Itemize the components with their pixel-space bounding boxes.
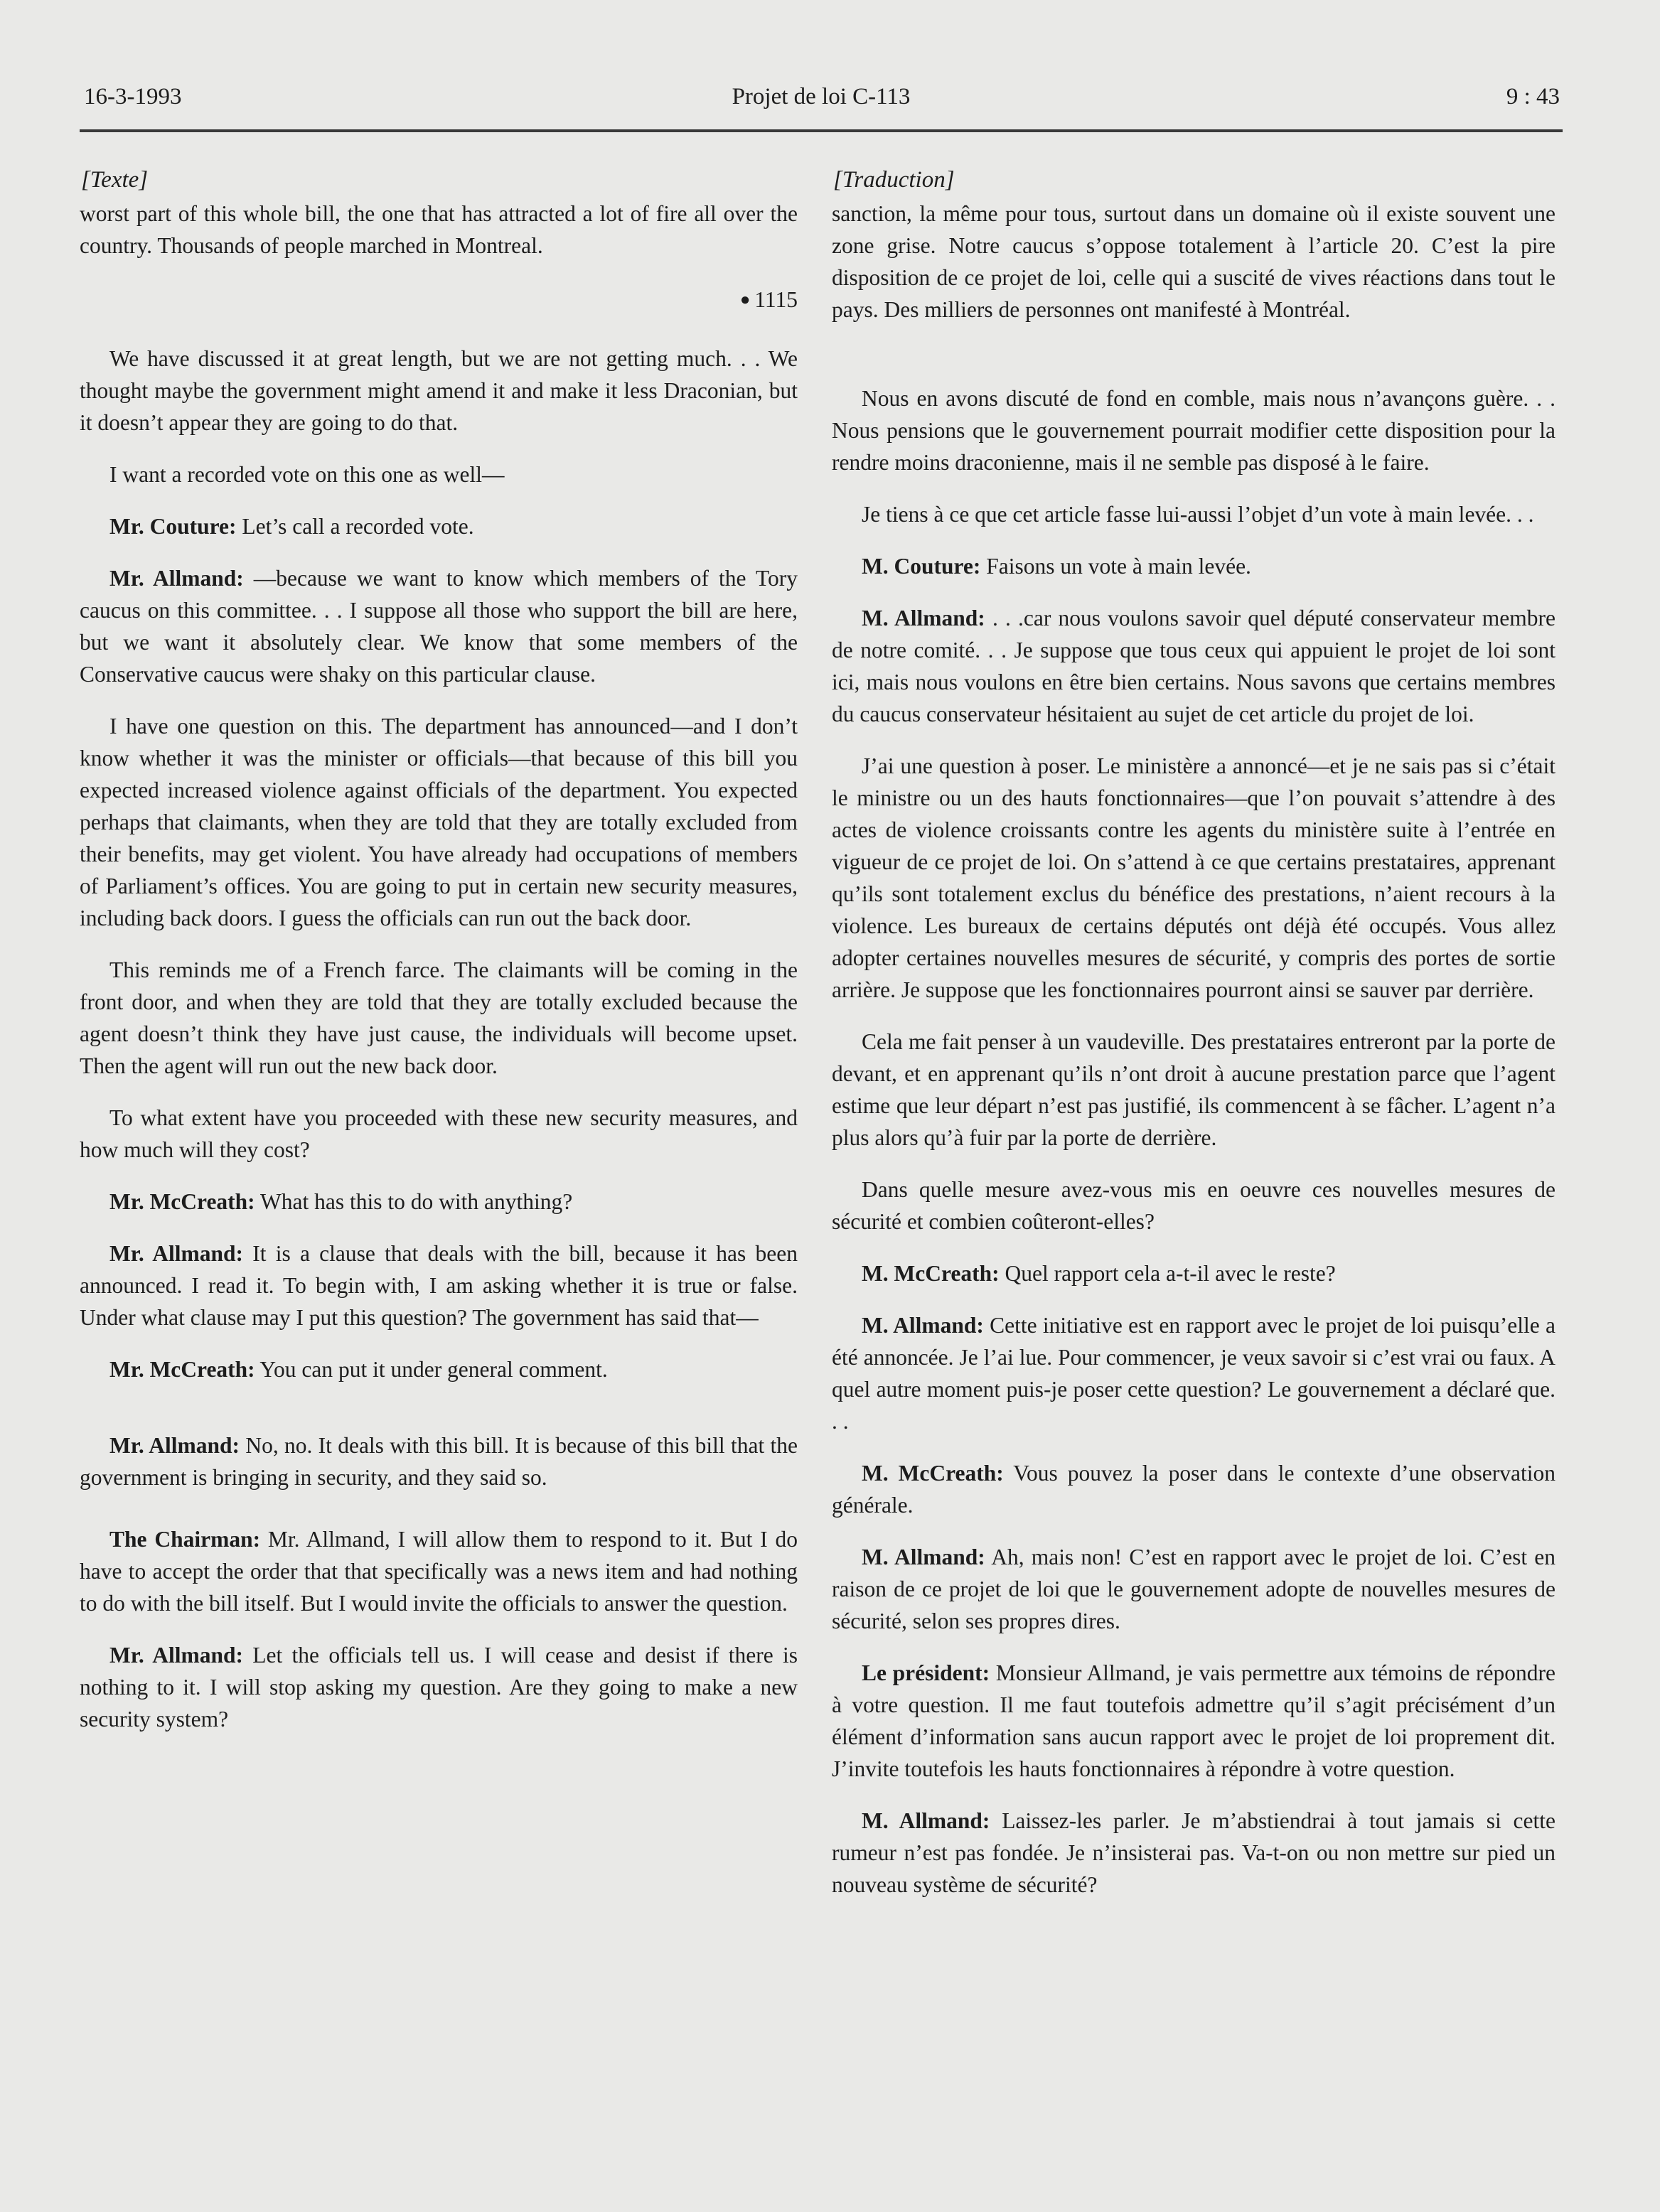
- header-page-number: 9 : 43: [1506, 84, 1560, 109]
- speech-text: No, no. It deals with this bill. It is because of this bill that the government is bringing in security, and they said so.: [80, 1433, 798, 1490]
- speech-text: Laissez-les parler. Je m’abstiendrai à tout jamais si cette rumeur n’est pas fondée. Je n’insisterai pas. Va-t-on ou non mettre sur pied un nouveau système de sécurité?: [832, 1808, 1555, 1897]
- speaker-name: M. Couture:: [862, 554, 981, 579]
- speaker-name: The Chairman:: [109, 1527, 261, 1552]
- speech-text: Cette initiative est en rapport avec le projet de loi puisqu’elle a été annoncée. Je l’ai lue. Pour commencer, je veux savoir si c’est vrai ou faux. A quel autre moment puis-je poser cette question? Le gouvernement a déclaré que. . .: [832, 1313, 1556, 1434]
- speech-paragraph: [80, 1523, 798, 1619]
- header-title: Projet de loi C-113: [732, 84, 911, 109]
- speech-paragraph: [80, 1429, 798, 1493]
- speech-paragraph: [832, 1309, 1555, 1437]
- speaker-name: Mr. Allmand:: [109, 1241, 243, 1266]
- speech-paragraph: [832, 1541, 1555, 1637]
- speech-text: —because we want to know which members of the Tory caucus on this committee. . . I suppose all those who support the bill are here, but we want it absolutely clear. We know that some members of the Conservative caucus were shaky on this particular clause.: [80, 566, 798, 687]
- time-marker-value: 1115: [754, 287, 798, 312]
- speech-text: You can put it under general comment.: [255, 1357, 608, 1382]
- paragraph: Dans quelle mesure avez-vous mis en oeuvre ces nouvelles mesures de sécurité et combien coûteront-elles?: [832, 1177, 1555, 1234]
- speech-text: What has this to do with anything?: [255, 1189, 573, 1214]
- paragraph: I have one question on this. The department has announced—and I don’t know whether it was the minister or officials—that because of this bill you expected increased violence against officials of the department. You expected perhaps that claimants, when they are told that they are totally excluded from their benefits, may get violent. You have already had occupations of members of Parliament’s offices. You are going to put in certain new security measures, including back doors. I guess the officials can run out the back door.: [80, 714, 798, 930]
- speech-paragraph: [80, 510, 798, 542]
- speaker-name: Mr. Couture:: [109, 514, 237, 539]
- english-column: [80, 167, 798, 1755]
- paragraph: sanction, la même pour tous, surtout dans un domaine où il existe souvent une zone grise. Notre caucus s’oppose totalement à l’article 20. C’est la pire disposition de ce projet de loi, celle qui a suscité de vives réactions dans tout le pays. Des milliers de personnes ont manifesté à Montréal.: [832, 201, 1555, 322]
- paragraph: J’ai une question à poser. Le ministère a annoncé—et je ne sais pas si c’était le ministre ou un des hauts fonctionnaires—que l’on pouvait s’attendre à des actes de violence croissants contre les agents du ministère suite à l’entrée en vigueur de ce projet de loi. On s’attend à ce que certains prestataires, apprenant qu’ils sont totalement exclus du bénéfice des prestations, n’aient recours à la violence. Les bureaux de certains députés ont déjà été occupés. Vous allez adopter certaines nouvelles mesures de sécurité, y compris des portes de sortie arrière. Je suppose que les fonctionnaires pourront ainsi se sauver par derrière.: [832, 753, 1555, 1002]
- speech-text: Faisons un vote à main levée.: [980, 554, 1251, 579]
- speaker-name: M. McCreath:: [862, 1261, 1000, 1286]
- page-header: [80, 80, 1563, 132]
- speech-text: Let the officials tell us. I will cease and desist if there is nothing to it. I will stop asking my question. Are they going to make a new security system?: [80, 1643, 798, 1732]
- speech-text: Mr. Allmand, I will allow them to respond to it. But I do have to accept the order that that specifically was a news item and had nothing to do with the bill itself. But I would invite the officials to answer the question.: [80, 1527, 798, 1616]
- header-date: 16-3-1993: [84, 84, 182, 109]
- paragraph: We have discussed it at great length, but we are not getting much. . . We thought maybe the government might amend it and make it less Draconian, but it doesn’t appear they are going to do that.: [80, 346, 798, 435]
- speech-text: Let’s call a recorded vote.: [236, 514, 474, 539]
- speaker-name: Mr. McCreath:: [109, 1189, 255, 1214]
- speaker-name: Mr. Allmand:: [109, 566, 244, 591]
- speaker-name: Mr. Allmand:: [109, 1643, 244, 1668]
- column-label-traduction: [Traduction]: [833, 167, 955, 193]
- speech-paragraph: [80, 562, 798, 690]
- speaker-name: M. Allmand:: [862, 1545, 985, 1569]
- speech-paragraph: [80, 1237, 798, 1333]
- speech-paragraph: [80, 1353, 798, 1385]
- time-marker: [80, 287, 798, 313]
- speech-text: Ah, mais non! C’est en rapport avec le projet de loi. C’est en raison de ce projet de loi que le gouvernement adopte de nouvelles mesures de sécurité, selon ses propres dires.: [832, 1545, 1555, 1633]
- paragraph: To what extent have you proceeded with these new security measures, and how much will they cost?: [80, 1105, 798, 1162]
- paragraph: I want a recorded vote on this one as well—: [109, 462, 505, 487]
- speaker-name: M. Allmand:: [862, 1808, 990, 1833]
- speech-text: Vous pouvez la poser dans le contexte d’une observation générale.: [832, 1461, 1555, 1518]
- speech-text: It is a clause that deals with the bill, because it has been announced. I read it. To begin with, I am asking whether it is true or false. Under what clause may I put this question? The government has said that—: [80, 1241, 798, 1330]
- paragraph: Je tiens à ce que cet article fasse lui-aussi l’objet d’un vote à main levée. . .: [862, 502, 1534, 527]
- speaker-name: Mr. Allmand:: [109, 1433, 240, 1458]
- french-column: [832, 167, 1555, 1921]
- speech-paragraph: [832, 1257, 1555, 1289]
- paragraph: Nous en avons discuté de fond en comble, mais nous n’avançons guère. . . Nous pensions que le gouvernement pourrait modifier cette disposition pour la rendre moins draconienne, mais il ne semble pas disposé à le faire.: [832, 386, 1555, 475]
- speaker-name: Mr. McCreath:: [109, 1357, 255, 1382]
- speech-paragraph: [832, 1457, 1555, 1521]
- paragraph: worst part of this whole bill, the one that has attracted a lot of fire all over the country. Thousands of people marched in Montreal.: [80, 201, 798, 258]
- speech-paragraph: [832, 602, 1555, 730]
- speech-text: Monsieur Allmand, je vais permettre aux témoins de répondre à votre question. Il me faut toutefois admettre qu’il s’agit précisément d’un élément d’information sans aucun rapport avec le projet de loi proprement dit. J’invite toutefois les hauts fonctionnaires à répondre à votre question.: [832, 1660, 1555, 1781]
- speech-paragraph: [80, 1639, 798, 1735]
- column-label-texte: [Texte]: [81, 167, 149, 193]
- speech-paragraph: [80, 1186, 798, 1218]
- speaker-name: M. Allmand:: [862, 606, 985, 630]
- speech-text: . . .car nous voulons savoir quel député conservateur membre de notre comité. . . Je suppose que tous ceux qui appuient le projet de loi sont ici, mais nous voulons en être bien certains. Nous savons que certains membres du caucus conservateur hésitaient au sujet de cet article du projet de loi.: [832, 606, 1555, 726]
- speech-text: Quel rapport cela a-t-il avec le reste?: [999, 1261, 1336, 1286]
- speech-paragraph: [832, 550, 1555, 582]
- speaker-name: Le président:: [862, 1660, 990, 1685]
- speech-paragraph: [832, 1657, 1555, 1785]
- speaker-name: M. McCreath:: [862, 1461, 1004, 1486]
- speaker-name: M. Allmand:: [862, 1313, 984, 1338]
- paragraph: This reminds me of a French farce. The claimants will be coming in the front door, and when they are told that they are totally excluded because the agent doesn’t think they have just cause, the individuals will become upset. Then the agent will run out the new back door.: [80, 957, 798, 1078]
- bullet-icon: ●: [739, 291, 751, 309]
- speech-paragraph: [832, 1805, 1555, 1901]
- paragraph: Cela me fait penser à un vaudeville. Des prestataires entreront par la porte de devant, et en apprenant qu’ils n’ont droit à aucune prestation parce que l’agent estime que leur départ n’est pas justifié, ils commencent à se fâcher. L’agent n’a plus alors qu’à fuir par la porte de derrière.: [832, 1029, 1555, 1150]
